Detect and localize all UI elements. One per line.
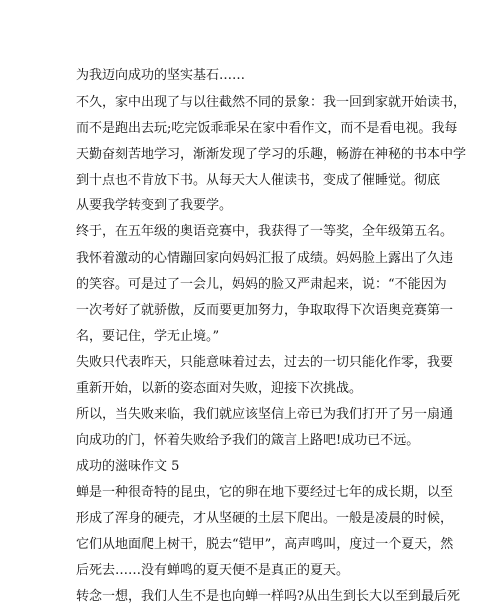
text-line: 名，要记住，学无止境。” [76, 329, 220, 344]
text-line: 不久，家中出现了与以往截然不同的景象：我一回到家就开始读书， [76, 95, 467, 110]
text-line: 天勤奋刻苦地学习，渐渐发现了学习的乐趣，畅游在神秘的书本中学 [76, 147, 467, 162]
text-line: 的笑容。可是过了一会儿，妈妈的脸又严肃起来，说：“不能因为 [76, 277, 447, 292]
text-line: 到十点也不肯放下书。从每天大人催读书，变成了催睡觉。彻底 [76, 173, 441, 188]
text-line: 它们从地面爬上树干，脱去“铠甲”，高声鸣叫，度过一个夏天，然 [76, 537, 454, 552]
section-heading: 成功的滋味作文 5 [76, 459, 180, 474]
text-line: 向成功的门，怀着失败给予我们的箴言上路吧!成功已不远。 [76, 433, 420, 448]
text-line: 重新开始，以新的姿态面对失败，迎接下次挑战。 [76, 381, 363, 396]
text-line: 我怀着激动的心情蹦回家向妈妈汇报了成绩。妈妈脸上露出了久违 [76, 251, 454, 266]
text-line: 而不是跑出去玩;吃完饭乖乖呆在家中看作文，而不是看电视。我每 [76, 121, 458, 136]
text-line: 为我迈向成功的坚实基石…… [76, 68, 246, 83]
text-line: 一次考好了就骄傲，反而要更加努力，争取取得下次语奥竞赛第一 [76, 303, 454, 318]
text-line: 蝉是一种很奇特的昆虫，它的卵在地下要经过七年的成长期，以至 [76, 485, 454, 500]
text-line: 失败只代表昨天，只能意味着过去，过去的一切只能化作零，我要 [76, 355, 454, 370]
text-line: 后死去……没有蝉鸣的夏天便不是真正的夏天。 [76, 563, 350, 578]
text-line: 转念一想，我们人生不是也向蝉一样吗?从出生到长大以至到最后死 [76, 589, 460, 604]
text-line: 从要我学转变到了我要学。 [76, 198, 233, 213]
text-line: 形成了浑身的硬壳，才从坚硬的土层下爬出。一般是凌晨的时候， [76, 511, 454, 526]
text-line: 所以，当失败来临，我们就应该坚信上帝已为我们打开了另一扇通 [76, 407, 454, 422]
text-line: 终于，在五年级的奥语竞赛中，我获得了一等奖，全年级第五名。 [76, 224, 454, 239]
